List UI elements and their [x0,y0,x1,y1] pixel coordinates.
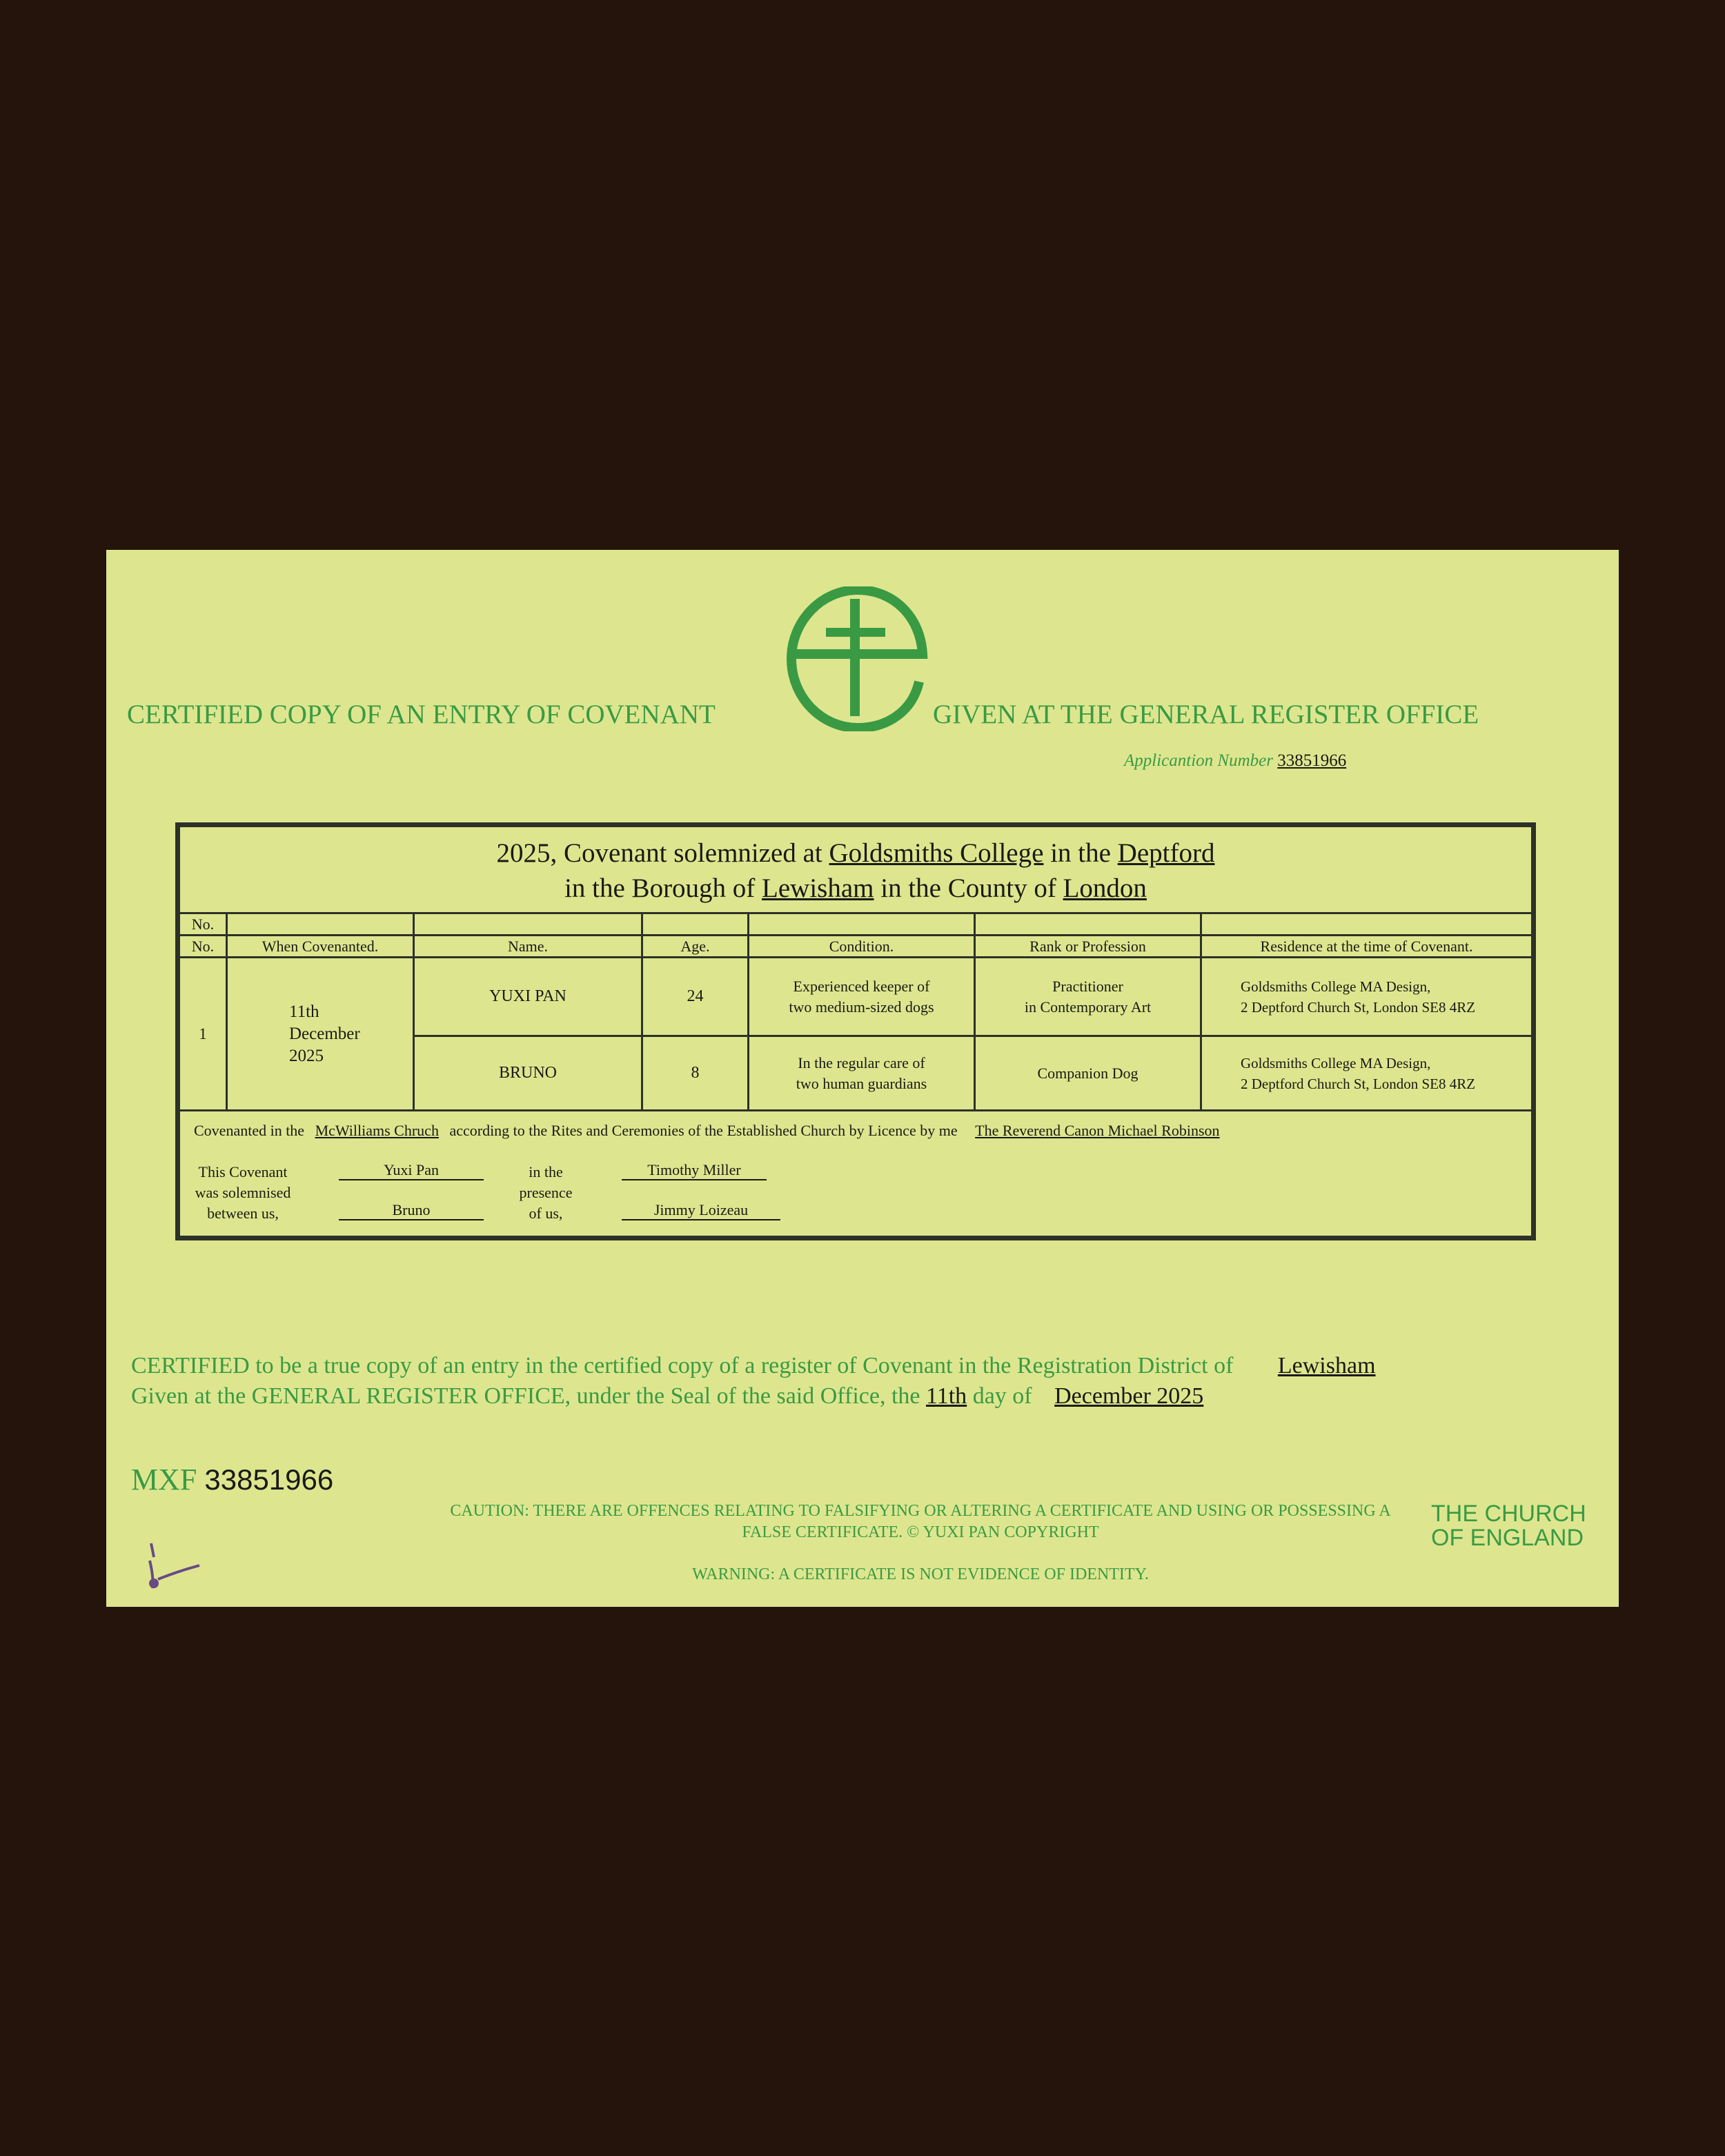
column-header: Residence at the time of Covenant. [1260,937,1473,955]
register-table [175,822,1536,1240]
certified-text: CERTIFIED to be a true copy of an entry in the certified copy of a register of Covenant in the Registration District of [131,1353,1234,1378]
church-of-england-logo-icon [786,586,931,731]
covenant-date-day: 11th [289,1002,319,1021]
row1-residence [1202,958,1531,1035]
covenanted-in-line [194,1122,1234,1140]
ink-stain-mark [144,1530,220,1599]
entry-title-line-1 [180,838,1531,869]
entry-in-the: in the [1050,838,1111,868]
warning-notice: WARNING: A CERTIFICATE IS NOT EVIDENCE OF IDENTITY. [692,1565,1149,1583]
row2-residence [1202,1037,1531,1109]
witness-1-signature: Timothy Miller [622,1161,767,1180]
top-no-label: No. [191,915,215,933]
caution-line: FALSE CERTIFICATE. © YUXI PAN COPYRIGHT [742,1523,1099,1541]
day-of-text: day of [972,1383,1032,1409]
entry-county: London [1063,873,1147,903]
entry-year-text: 2025, Covenant solemnized at [496,838,822,868]
covenant-church: McWilliams Chruch [315,1122,439,1139]
column-header: Condition. [829,937,894,955]
solemnised-between-label [191,1162,295,1224]
application-number-label: Applicantion Number [1124,751,1273,770]
row2-condition [749,1037,974,1109]
row2-age: 8 [691,1064,700,1082]
rule-table-bottom [180,1109,1531,1111]
application-number-value: 33851966 [1277,751,1347,770]
covenanted-in-label: Covenanted in the [194,1122,305,1139]
party-1-signature: Yuxi Pan [339,1161,484,1180]
row1-name: YUXI PAN [489,987,566,1005]
row1-rank [976,958,1200,1035]
presence-line: in the [529,1163,563,1180]
caution-line: CAUTION: THERE ARE OFFENCES RELATING TO FALSIFYING OR ALTERING A CERTIFICATE AND USING OR POSSESSING A [450,1502,1391,1520]
party-2-signature: Bruno [339,1201,484,1220]
row2-residence-line: 2 Deptford Church St, London SE8 4RZ [1241,1075,1476,1092]
solemnised-line: This Covenant [198,1163,288,1180]
registration-district: Lewisham [1277,1353,1376,1378]
column-header: Rank or Profession [1029,937,1146,955]
entry-borough-text: in the Borough of [564,873,756,903]
presence-line: of us, [529,1205,563,1222]
solemnised-line: between us, [207,1205,279,1222]
column-header: Name. [507,937,549,955]
certified-line-1 [131,1353,1417,1379]
presence-label [511,1162,580,1224]
row1-rank-line: in Contemporary Art [1024,998,1152,1016]
application-number-line [1124,751,1346,771]
row2-condition-line: two human guardians [796,1074,927,1092]
rule-top [180,912,1531,914]
row2-rank: Companion Dog [1037,1064,1138,1082]
certificate [106,550,1619,1607]
row1-condition-line: two medium-sized dogs [789,998,934,1016]
caution-notice [334,1501,1507,1543]
entry-number: 1 [199,1025,207,1042]
column-header: No. [191,937,215,955]
entry-place: Goldsmiths College [829,838,1044,868]
witness-2-signature: Jimmy Loizeau [622,1201,780,1220]
rites-text: according to the Rites and Ceremonies of the Established Church by Licence by me [449,1122,958,1139]
certified-day: 11th [926,1383,967,1409]
covenant-date [228,958,413,1109]
row2-condition-line: In the regular care of [798,1054,925,1071]
entry-borough: Lewisham [762,873,874,903]
certified-line-2 [131,1383,1220,1410]
covenant-date-year: 2025 [289,1046,324,1065]
column-header: When Covenanted. [262,937,379,955]
officiant-name: The Reverend Canon Michael Robinson [975,1122,1220,1139]
row1-rank-line: Practitioner [1052,977,1123,995]
row2-name: BRUNO [498,1064,557,1082]
entry-county-text: in the County of [880,873,1056,903]
entry-district: Deptford [1117,838,1215,868]
row1-residence-line: Goldsmiths College MA Design, [1241,978,1431,995]
header-right-title: GIVEN AT THE GENERAL REGISTER OFFICE [933,700,1479,729]
serial-prefix: MXF [131,1463,197,1496]
covenant-date-month: December [289,1024,360,1043]
entry-title-line-2 [180,873,1531,904]
row1-condition-line: Experienced keeper of [793,977,930,995]
wordmark-line: THE CHURCH [1431,1501,1586,1527]
serial-number [131,1462,333,1497]
given-at-text: Given at the GENERAL REGISTER OFFICE, under the Seal of the said Office, the [131,1383,920,1409]
wordmark-line: OF ENGLAND [1431,1525,1584,1551]
church-of-england-wordmark [1431,1502,1586,1550]
solemnised-line: was solemnised [195,1184,291,1201]
presence-line: presence [519,1184,573,1201]
row2-residence-line: Goldsmiths College MA Design, [1241,1054,1431,1071]
serial-digits: 33851966 [204,1463,334,1496]
header-left-title: CERTIFIED COPY OF AN ENTRY OF COVENANT [127,700,716,729]
row1-age: 24 [687,987,704,1005]
certified-month-year: December 2025 [1054,1383,1204,1409]
row1-condition [749,958,974,1035]
column-header: Age. [680,937,710,955]
row1-residence-line: 2 Deptford Church St, London SE8 4RZ [1241,998,1476,1016]
